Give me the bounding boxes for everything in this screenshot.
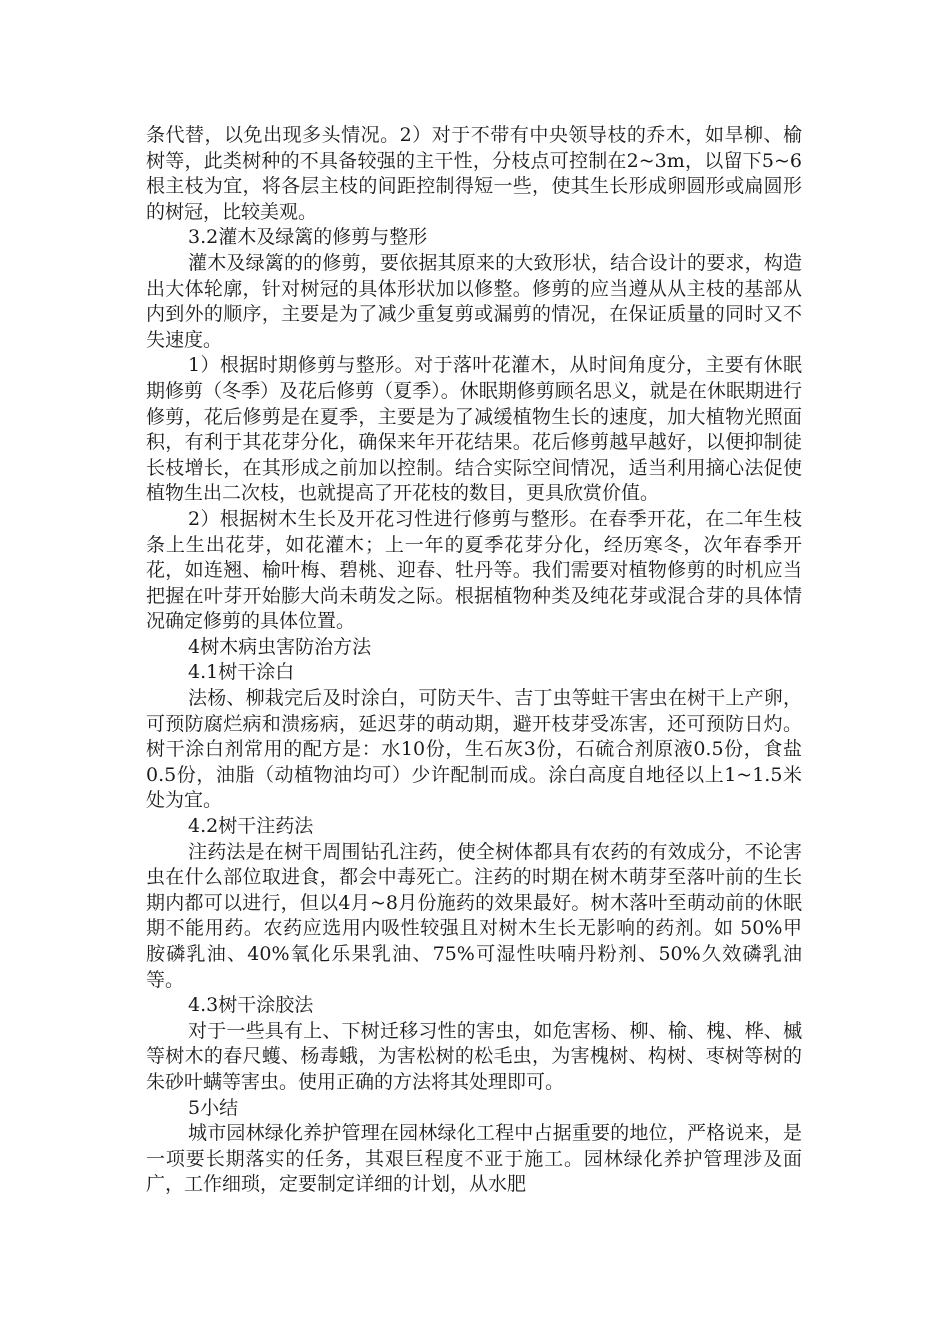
- paragraph: 2）根据树木生长及开花习性进行修剪与整形。在春季开花，在二年生枝条上生出花芽，如花灌木；上一年的夏季花芽分化，经历寒冬，次年春季开花，如连翘、榆叶梅、碧桃、迎春、牡丹等。我们需要对植物修剪的时机应当把握在叶芽开始膨大尚未萌发之际。根据植物种类及纯花芽或混合芽的具体情况确定修剪的具体位置。: [146, 507, 802, 633]
- paragraph-continuation: 条代替，以免出现多头情况。2）对于不带有中央领导枝的乔木，如旱柳、榆树等，此类树种的不具备较强的主干性，分枝点可控制在2~3m，以留下5~6根主枝为宜，将各层主枝的间距控制得短一些，使其生长形成卵圆形或扁圆形的树冠，比较美观。: [146, 124, 802, 223]
- document-body: [146, 123, 802, 1198]
- heading-4: 4树木病虫害防治方法: [188, 635, 372, 658]
- heading-5: 5小结: [188, 1096, 239, 1119]
- paragraph: 灌木及绿篱的的修剪，要依据其原来的大致形状，结合设计的要求，构造出大体轮廓，针对树冠的具体形状加以修整。修剪的应当遵从从主枝的基部从内到外的顺序，主要是为了减少重复剪或漏剪的情况，在保证质量的同时又不失速度。: [146, 251, 802, 351]
- heading-3-2: 3.2灌木及绿篱的修剪与整形: [188, 226, 428, 249]
- paragraph: 城市园林绿化养护管理在园林绿化工程中占据重要的地位，严格说来，是一项要长期落实的任务，其艰巨程度不亚于施工。园林绿化养护管理涉及面广，工作细琐，定要制定详细的计划，从水肥: [146, 1122, 802, 1196]
- heading-4-1: 4.1树干涂白: [188, 661, 295, 684]
- paragraph: 注药法是在树干周围钻孔注药，使全树体都具有农药的有效成分，不论害虫在什么部位取进食，都会中毒死亡。注药的时期在树木萌芽至落叶前的生长期内都可以进行，但以4月~8月份施药的效果最好。树木落叶至萌动前的休眠期不能用药。农药应选用内吸性较强且对树木生长无影响的药剂。如 50%甲胺磷乳油、40%氧化乐果乳油、75%可湿性呋喃丹粉剂、50%久效磷乳油等。: [146, 840, 802, 991]
- paragraph: 法杨、柳栽完后及时涂白，可防天牛、吉丁虫等蛀干害虫在树干上产卵，可预防腐烂病和溃疡病，延迟芽的萌动期，避开枝芽受冻害，还可预防日灼。树干涂白剂常用的配方是：水10份，生石灰3份，石硫合剂原液0.5份，食盐0.5份，油脂（动植物油均可）少许配制而成。涂白高度自地径以上1~1.5米处为宜。: [146, 687, 802, 812]
- heading-4-2: 4.2树干注药法: [188, 815, 314, 838]
- heading-4-3: 4.3树干涂胶法: [188, 994, 314, 1017]
- paragraph: 对于一些具有上、下树迁移习性的害虫，如危害杨、柳、榆、槐、桦、槭等树木的春尺蠖、杨毒蛾，为害松树的松毛虫，为害槐树、构树、枣树等树的朱砂叶螨等害虫。使用正确的方法将其处理即可。: [146, 1019, 802, 1093]
- paragraph: 1）根据时期修剪与整形。对于落叶花灌木，从时间角度分，主要有休眠期修剪（冬季）及花后修剪（夏季）。休眠期修剪顾名思义，就是在休眠期进行修剪，花后修剪是在夏季，主要是为了减缓植物生长的速度，加大植物光照面积，有利于其花芽分化，确保来年开花结果。花后修剪越早越好，以便抑制徒长枝增长，在其形成之前加以控制。结合实际空间情况，适当利用摘心法促使植物生出二次枝，也就提高了开花枝的数目，更具欣赏价值。: [146, 354, 802, 505]
